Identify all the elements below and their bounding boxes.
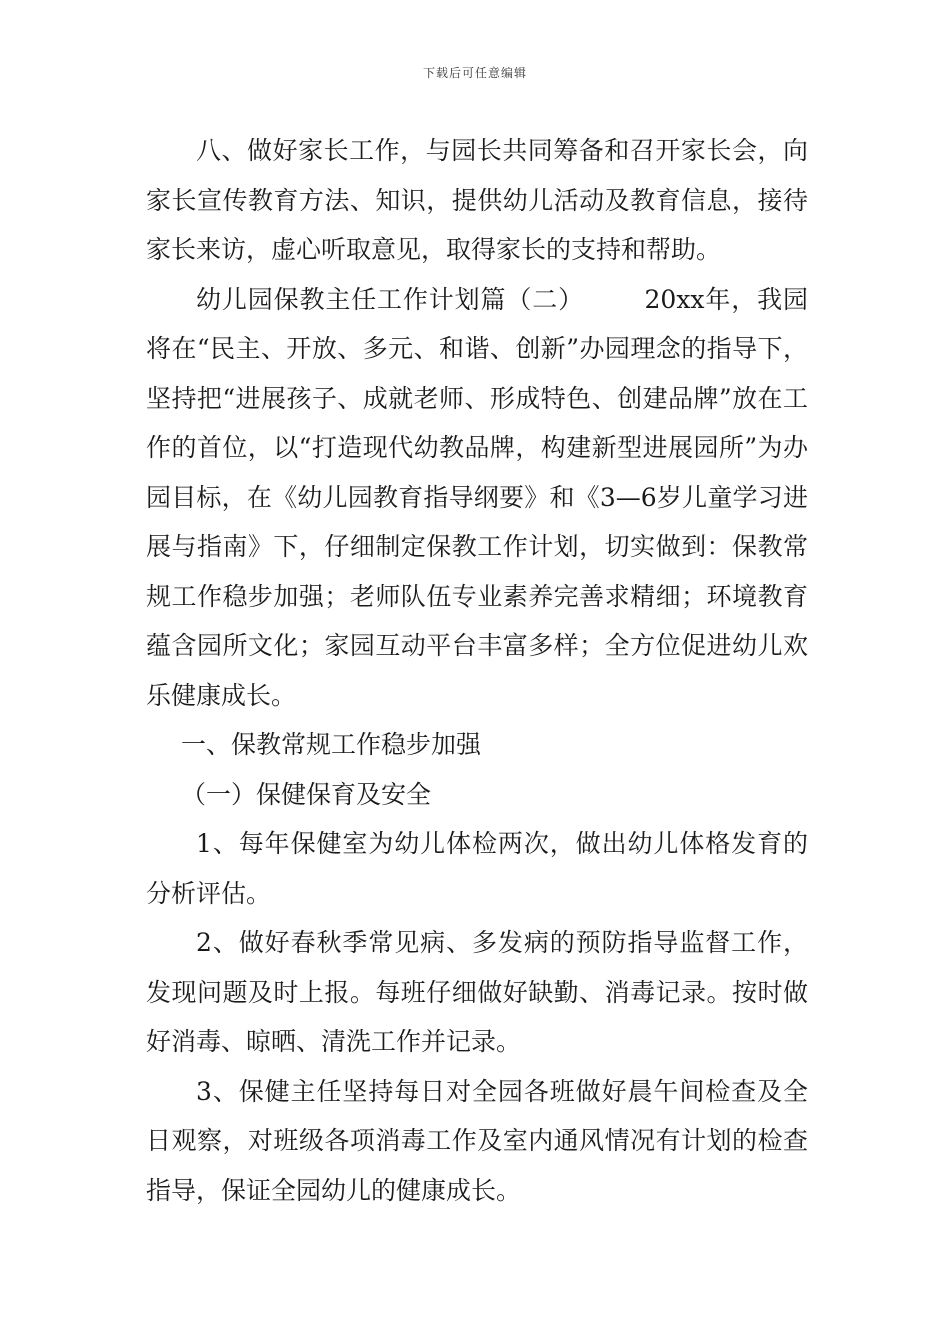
paragraph-item-1: 1、每年保健室为幼儿体检两次，做出幼儿体格发育的分析评估。 — [146, 829, 808, 908]
subsection-heading-health: （一）保健保育及安全 — [181, 779, 432, 809]
section-heading-routine: 一、保教常规工作稳步加强 — [181, 730, 482, 759]
document-body — [146, 126, 808, 1215]
paragraph-item-3: 3、保健主任坚持每日对全园各班做好晨午间检查及全日观察，对班级各项消毒工作及室内通风情况有计划的检查指导，保证全园幼儿的健康成长。 — [146, 1076, 808, 1205]
paragraph-parent-work: 八、做好家长工作，与园长共同筹备和召开家长会，向家长宣传教育方法、知识，提供幼儿活动及教育信息，接待家长来访，虚心听取意见，取得家长的支持和帮助。 — [146, 136, 808, 264]
page-header-note: 下载后可任意编辑 — [422, 66, 527, 80]
paragraph-item-2: 2、做好春秋季常见病、多发病的预防指导监督工作，发现问题及时上报。每班仔细做好缺勤、消毒记录。按时做好消毒、晾晒、清洗工作并记录。 — [146, 928, 808, 1056]
paragraph-plan-intro: 幼儿园保教主任工作计划篇（二） 20xx年，我园将在“民主、开放、多元、和谐、创新”办园理念的指导下，坚持把“进展孩子、成就老师、形成特色、创建品牌”放在工作的首位，以“打造现代幼教品牌，构建新型进展园所”为办园目标，在《幼儿园教育指导纲要》和《3—6岁儿童学习进展与指南》下，仔细制定保教工作计划，切实做到：保教常规工作稳步加强；老师队伍专业素养完善求精细；环境教育蕴含园所文化；家园互动平台丰富多样；全方位促进幼儿欢乐健康成长。 — [146, 284, 808, 710]
